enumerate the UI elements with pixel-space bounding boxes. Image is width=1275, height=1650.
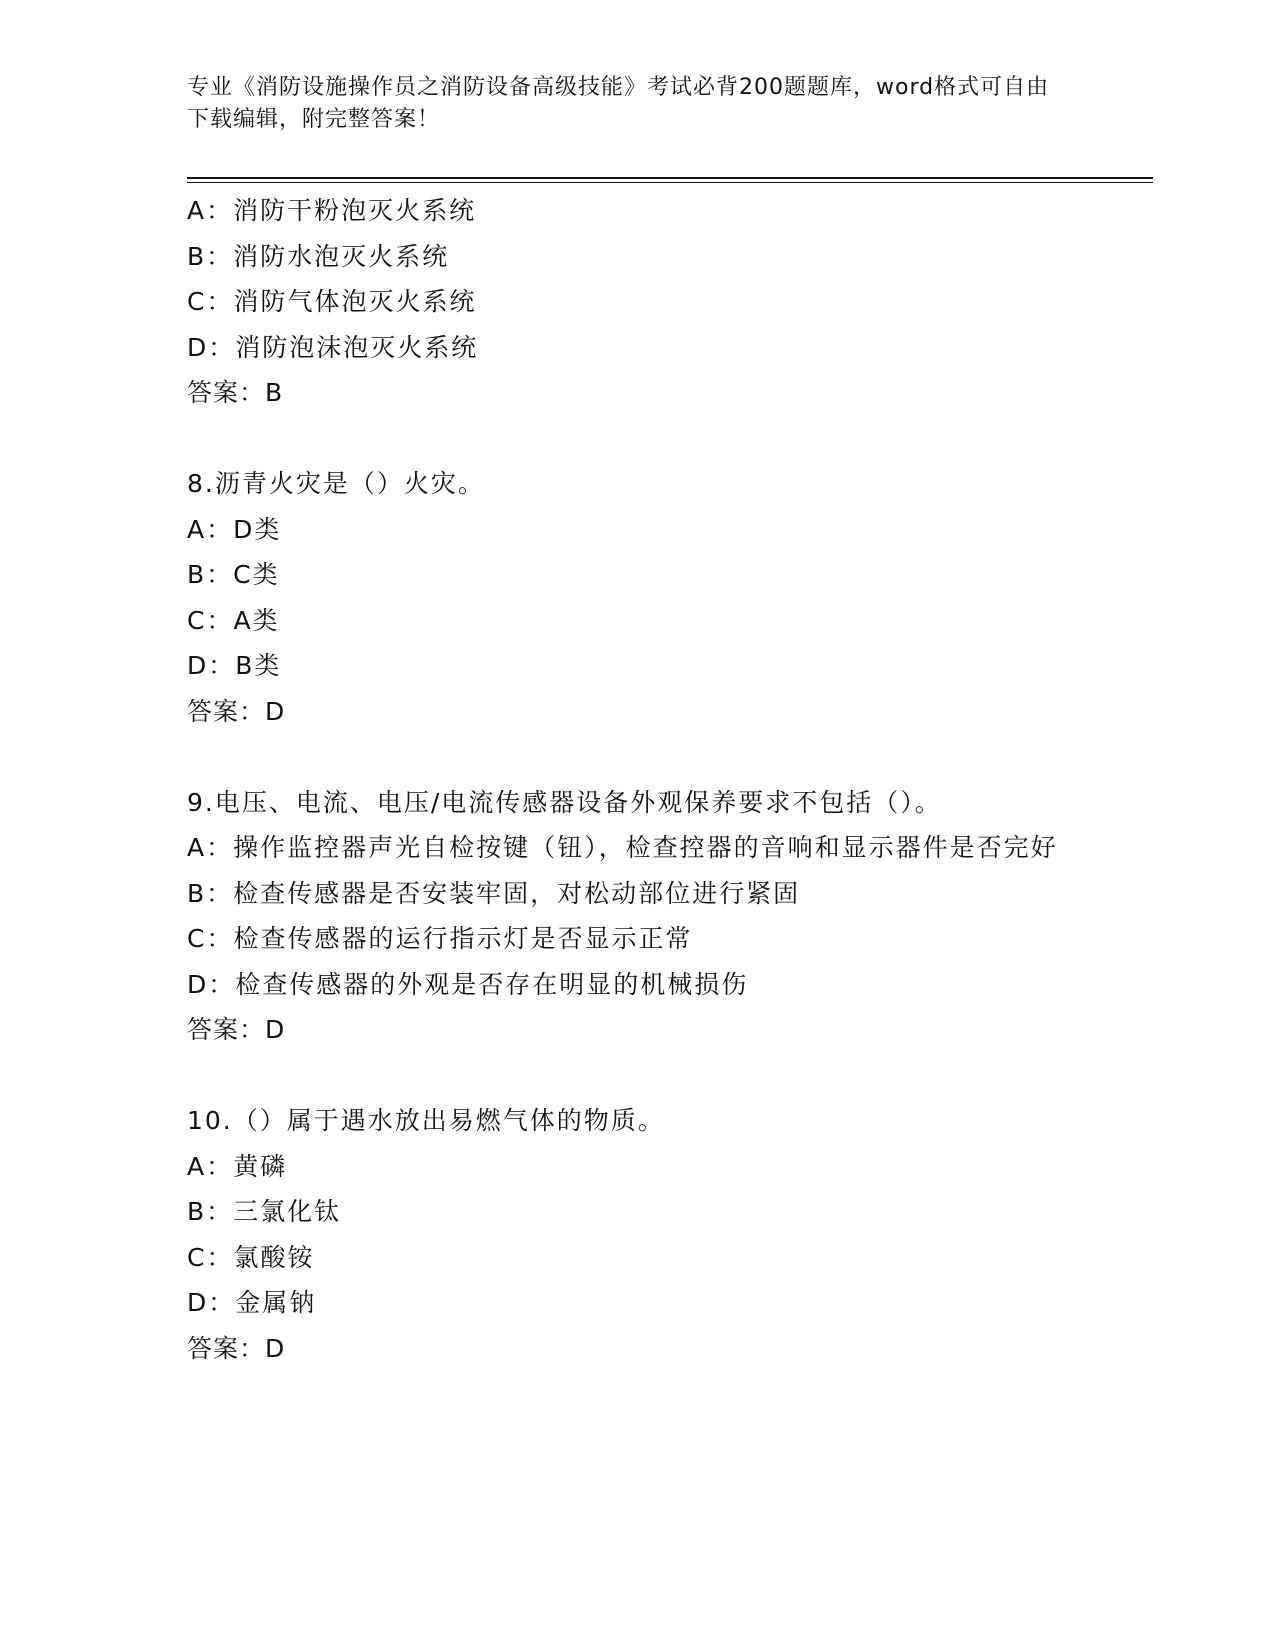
option-a: A：黄磷 xyxy=(187,1151,288,1181)
answer-line: 答案：D xyxy=(187,696,286,726)
option-c: C：检查传感器的运行指示灯是否显示正常 xyxy=(187,924,693,953)
option-b: B：消防水泡灭火系统 xyxy=(187,241,450,271)
question-list xyxy=(187,188,1087,1371)
question-stem: 10.（）属于遇水放出易燃气体的物质。 xyxy=(187,1106,665,1135)
option-d: D：消防泡沫泡灭火系统 xyxy=(187,332,479,362)
question-10 xyxy=(187,1098,1087,1371)
option-b: B：检查传感器是否安装牢固，对松动部位进行紧固 xyxy=(187,878,801,908)
header-divider-thick xyxy=(187,177,1153,179)
option-c: C：氯酸铵 xyxy=(187,1242,315,1272)
question-9 xyxy=(187,780,1087,1053)
option-d: D：检查传感器的外观是否存在明显的机械损伤 xyxy=(187,969,749,999)
spacer xyxy=(187,1053,1087,1099)
option-a: A：操作监控器声光自检按键（钮），检查控器的音响和显示器件是否完好 xyxy=(187,833,1058,862)
spacer xyxy=(187,416,1087,462)
option-b: B：C类 xyxy=(187,560,280,589)
answer-line: 答案：D xyxy=(187,1333,286,1363)
question-stem: 8.沥青火灾是（）火灾。 xyxy=(187,469,485,498)
option-b: B：三氯化钛 xyxy=(187,1197,342,1226)
option-c: C：A类 xyxy=(187,605,280,635)
option-d: D：金属钠 xyxy=(187,1288,317,1317)
header-divider-thin xyxy=(187,182,1153,183)
option-a: A：D类 xyxy=(187,514,282,544)
question-stem: 9.电压、电流、电压/电流传感器设备外观保养要求不包括（）。 xyxy=(187,787,942,817)
option-c: C：消防气体泡灭火系统 xyxy=(187,287,477,316)
option-a: A：消防干粉泡灭火系统 xyxy=(187,196,477,225)
spacer xyxy=(187,734,1087,780)
document-header: 专业《消防设施操作员之消防设备高级技能》考试必背200题题库，word格式可自由下载编辑，附完整答案！ xyxy=(187,75,1050,132)
question-7 xyxy=(187,188,1087,416)
option-d: D：B类 xyxy=(187,651,282,680)
question-8 xyxy=(187,461,1087,734)
answer-line: 答案：D xyxy=(187,1015,286,1044)
answer-line: 答案：B xyxy=(187,378,284,407)
